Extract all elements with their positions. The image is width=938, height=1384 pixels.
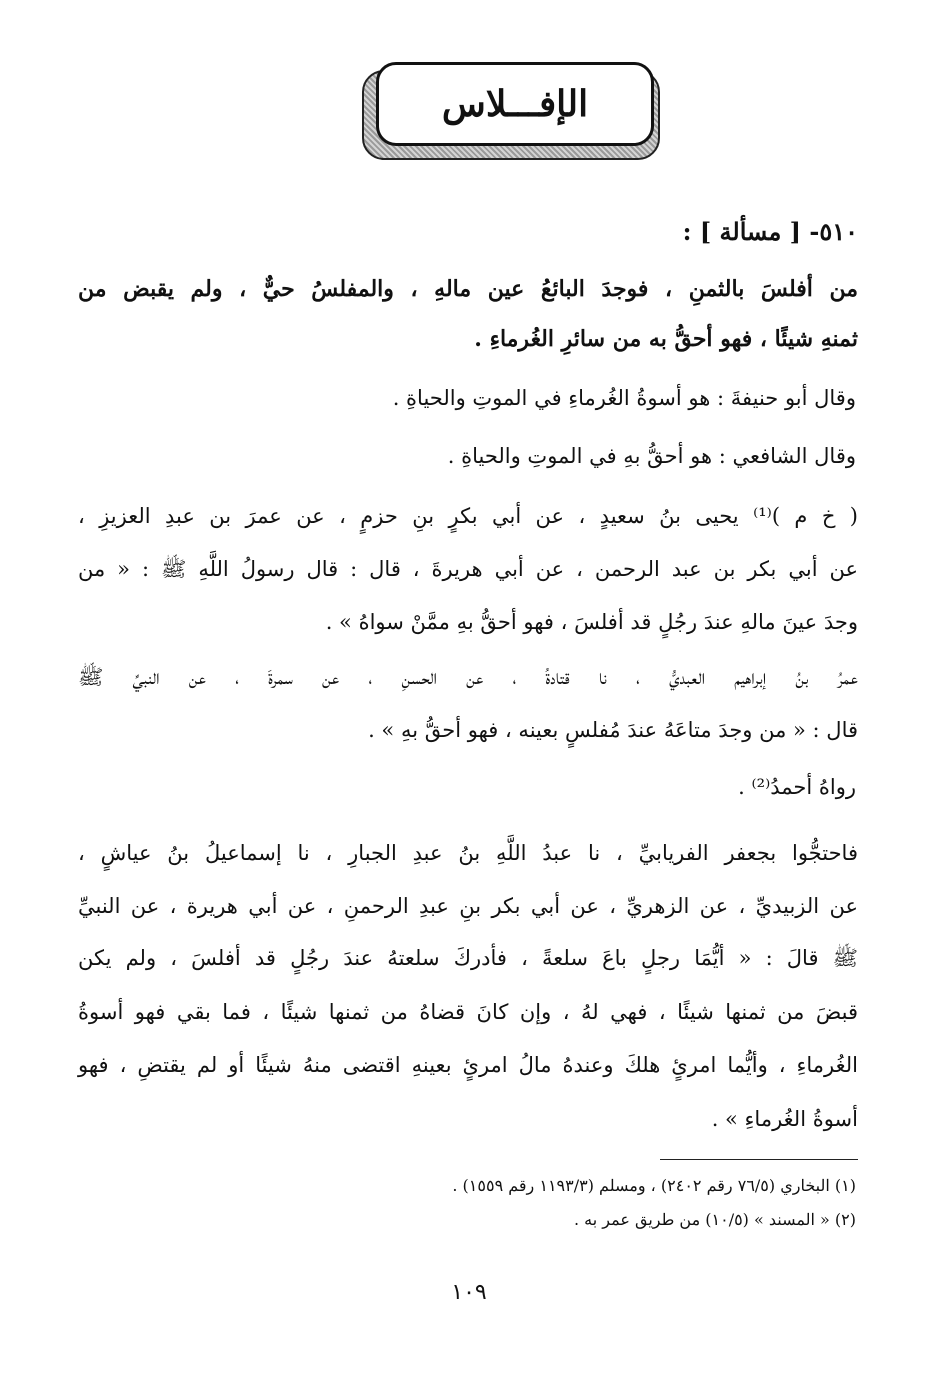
argument-line: أسوةُ الغُرماءِ » . xyxy=(711,1107,858,1131)
argument-line: فاحتجُّوا بجعفر الفريابيِّ ، نا عبدُ اللَّهِ بنُ عبدِ الجبارِ ، نا إسماعيلُ بنُ عياشٍ ، xyxy=(78,841,858,865)
footnote-separator xyxy=(660,1159,858,1160)
page-number: ١٠٩ xyxy=(451,1280,487,1305)
abu-hanifa-opinion: وقال أبو حنيفةَ : هو أسوةُ الغُرماءِ في الموتِ والحياةِ . xyxy=(392,386,856,410)
hadith2-line: عمرُ بنُ إبراهيم العبديُّ ، نا قتادةُ ، عن الحسنِ ، عن سمرةَ ، عن النبيِّ ﷺ xyxy=(78,665,858,689)
argument-line: عن الزبيديِّ ، عن الزهريِّ ، عن أبي بكر بنِ عبدِ الرحمنِ ، عن أبي هريرة ، عن النبيِّ xyxy=(78,894,858,918)
hadith1-line: ( خ م )⁽¹⁾ يحيى بنُ سعيدٍ ، عن أبي بكرٍ بنِ حزمٍ ، عن عمرَ بن عبدِ العزيزِ ، xyxy=(78,504,858,528)
ruling-line: ثمنهِ شيئًا ، فهو أحقُّ به من سائرِ الغُرماءِ . xyxy=(474,326,858,352)
hadith1-line: عن أبي بكر بن عبد الرحمن ، عن أبي هريرةَ ، قال : قال رسولُ اللَّهِ ﷺ : « من xyxy=(78,557,858,581)
footnote: (٢) « المسند » (١٠/٥) من طريق عمر به . xyxy=(573,1210,856,1229)
ruling-line: من أفلسَ بالثمنِ ، فوجدَ البائعُ عين مالهِ ، والمفلسُ حيٌّ ، ولم يقبض من xyxy=(78,276,858,302)
argument-line: الغُرماءِ ، وأيُّما امرئٍ هلكَ وعندهُ مالُ امرئٍ بعينهِ اقتضى منهُ شيئًا أو لم يقتضِ ، فهو xyxy=(78,1053,858,1077)
argument-line: قبضَ من ثمنها شيئًا ، فهي لهُ ، وإن كانَ قضاهُ من ثمنها شيئًا ، فما بقي فهو أسوةُ xyxy=(78,1000,858,1024)
shafii-opinion: وقال الشافعي : هو أحقُّ بهِ في الموتِ والحياةِ . xyxy=(447,444,856,468)
narrated-by: رواهُ أحمدُ⁽²⁾ . xyxy=(738,775,856,799)
hadith1-line: وجدَ عينَ مالهِ عندَ رجُلٍ قد أفلسَ ، فهو أحقُّ بهِ ممَّنْ سواهُ » . xyxy=(325,610,858,634)
chapter-title: الإفـــلاس xyxy=(441,83,589,125)
question-heading: ٥١٠- [ مسألة ] : xyxy=(682,217,858,246)
hadith2-line: قال : « من وجدَ متاعَهُ عندَ مُفلسٍ بعينه ، فهو أحقُّ بهِ » . xyxy=(368,718,858,742)
footnote: (١) البخاري (٧٦/٥ رقم ٢٤٠٢) ، ومسلم (١١٩٣/٣ رقم ١٥٥٩) . xyxy=(452,1176,856,1195)
chapter-title-box xyxy=(376,62,654,146)
argument-line: ﷺ قالَ : « أيُّمَا رجلٍ باعَ سلعةً ، فأدركَ سلعتهُ عندَ رجُلٍ قد أفلسَ ، ولم يكن xyxy=(78,946,858,970)
